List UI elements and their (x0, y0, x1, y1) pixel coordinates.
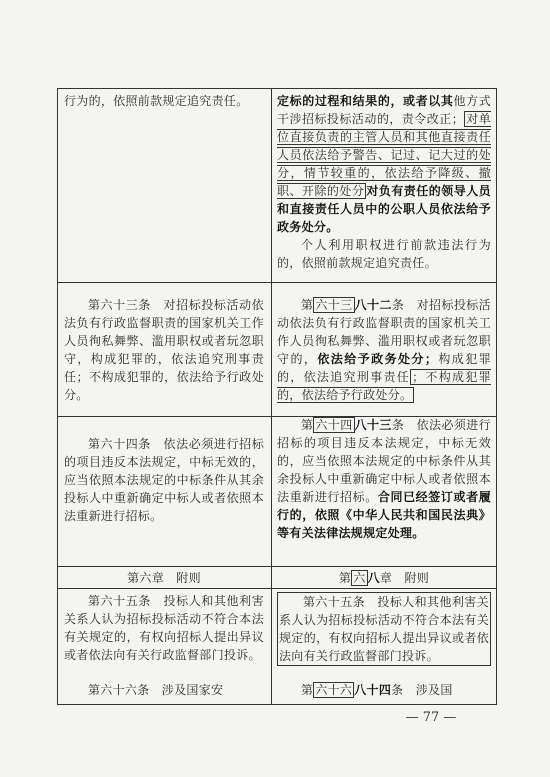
new-text-cell (277, 296, 491, 404)
old-text: 第六十四条 依法必须进行招标的项目违反本法规定，中标无效的，应当依照本法规定的中标条件从其余投标人中重新确定中标人或者依照本法重新进行招标。 (64, 437, 264, 523)
page-number: — 77 — (405, 710, 457, 725)
inserted-text: 对负有责任的领导人员和直接责任人员中的公职人员依法给予政务处分。 (277, 184, 491, 234)
new-text-cell (277, 92, 491, 272)
old-text: 行为的，依照前款规定追究责任。 (64, 94, 249, 108)
old-chapter-heading (64, 569, 264, 587)
inserted-text: 八 (367, 571, 380, 585)
comparison-table (57, 88, 497, 705)
deleted-text: 对单位直接负责的主管人员和其他直接责任人员依法给予警告、记过、记大过的处分，情节较重的，依法给予降级、撤职、开除的处分 (277, 112, 491, 198)
new-text-cell (277, 592, 491, 666)
old-text: 第六十五条 投标人和其他利害关系人认为招标投标活动不符合本法有关规定的，有权向招标人提出异议或者依法向有关行政监督部门投诉。 (64, 594, 264, 662)
old-text-cell (64, 592, 264, 664)
row-divider (58, 282, 496, 283)
inserted-text: 八十二 (354, 298, 392, 312)
new-text (277, 296, 491, 404)
deleted-text: 六十六 (315, 683, 353, 697)
deleted-text: 六 (353, 571, 366, 585)
row-divider (58, 566, 496, 567)
text-span: 章 附则 (379, 571, 430, 585)
inserted-text: 八十四 (354, 683, 392, 697)
new-text-cell (277, 416, 491, 542)
new-text-cell (277, 681, 491, 699)
inserted-text: 定标的过程和结果的，或者以其 (277, 94, 454, 108)
old-text-cell (64, 681, 264, 699)
new-text (277, 681, 491, 699)
deleted-text: ；不构成犯罪的，依法给予行政处分。 (277, 370, 491, 402)
text-span: 第 (301, 298, 314, 312)
deleted-text: 六十四 (315, 418, 353, 432)
old-text-cell (64, 435, 264, 525)
text-span: 第 (301, 418, 314, 432)
new-text (277, 92, 491, 236)
text-span: 条 涉及国 (391, 683, 453, 697)
new-chapter-heading (277, 569, 491, 587)
column-divider (271, 89, 272, 704)
row-divider (58, 588, 496, 589)
inserted-text: 依法给予政务处分； (317, 352, 438, 366)
deleted-text: 第六十五条 投标人和其他利害关系人认为招标投标活动不符合本法有关规定的，有权向招标人提出异议或者依法向有关行政监督部门投诉。 (277, 592, 491, 666)
inserted-text: 合同已经签订或者履行的，依照《中华人民共和国民法典》等有关法律法规规定处理。 (277, 490, 492, 540)
inserted-text: 八十三 (354, 418, 392, 432)
text-span: 条 依法必须进行招标的项目违反本法规定，中标无效的，应当依照本法规定的中标条件从其余投标人中重新确定中标人或者依照本法重新进行招标。 (277, 418, 491, 504)
new-text: 个人利用职权进行前款违法行为的，依照前款规定追究责任。 (277, 238, 491, 270)
chapter-title: 第六章 附则 (127, 571, 201, 585)
text-span: 第 (338, 571, 352, 585)
new-text (277, 416, 491, 542)
text-span: 条 对招标投标活动依法负有行政监督职责的国家机关工作人员徇私舞弊、滥用职权或者玩忽职守的， (277, 298, 491, 366)
old-text-cell (64, 296, 264, 404)
old-text: 第六十三条 对招标投标活动依法负有行政监督职责的国家机关工作人员徇私舞弊、滥用职权或者玩忽职守，构成犯罪的，依法追究刑事责任；不构成犯罪的，依法给予行政处分。 (64, 298, 264, 402)
text-span: 他方式干涉招标投标活动的，责令改正； (277, 94, 491, 126)
old-text: 第六十六条 涉及国家安 (88, 683, 224, 697)
old-text-cell (64, 92, 264, 110)
chapter-title (277, 569, 491, 587)
deleted-text: 六十三 (315, 298, 353, 312)
text-span: 第 (301, 683, 314, 697)
text-span: 构成犯罪的，依法追究刑事责任 (277, 352, 492, 384)
